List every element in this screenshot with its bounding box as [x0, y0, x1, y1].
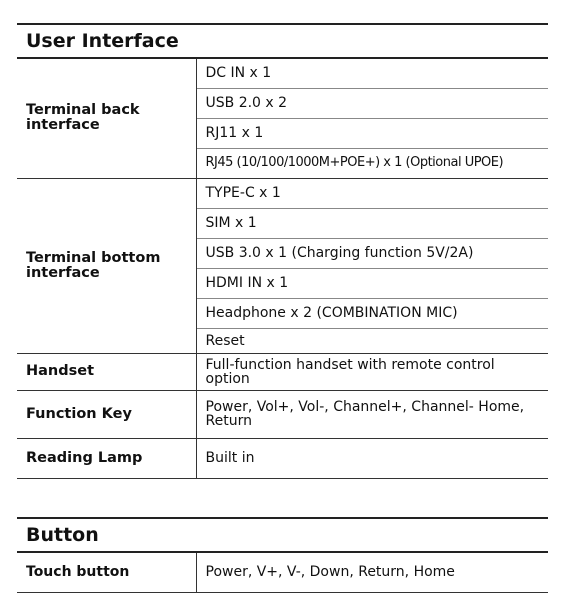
table-row [17, 438, 548, 478]
table-row [17, 353, 548, 390]
value-rj45: RJ45 (10/100/1000M+POE+) x 1 (Optional UPOE) [196, 148, 548, 178]
value-reading-lamp: Built in [196, 438, 548, 478]
row-label-terminal-back: Terminal back interface [17, 58, 196, 178]
table-row [17, 390, 548, 438]
value-type-c: TYPE-C x 1 [196, 178, 548, 208]
row-label-terminal-bottom: Terminal bottom interface [17, 178, 196, 353]
value-reset: Reset [196, 328, 548, 353]
value-touch-button: Power, V+, V-, Down, Return, Home [196, 552, 548, 592]
value-sim: SIM x 1 [196, 208, 548, 238]
section-title-button: Button [17, 518, 548, 552]
value-handset: Full-function handset with remote control option [196, 353, 548, 390]
table-row [17, 552, 548, 592]
value-function-key: Power, Vol+, Vol-, Channel+, Channel- Home, Return [196, 390, 548, 438]
value-headphone: Headphone x 2 (COMBINATION MIC) [196, 298, 548, 328]
table-row [17, 178, 548, 208]
value-usb-3: USB 3.0 x 1 (Charging function 5V/2A) [196, 238, 548, 268]
button-table [17, 517, 548, 593]
table-row [17, 58, 548, 88]
section-title-user-interface: User Interface [17, 24, 548, 58]
value-usb-2: USB 2.0 x 2 [196, 88, 548, 118]
value-dc-in: DC IN x 1 [196, 58, 548, 88]
row-label-reading-lamp: Reading Lamp [17, 438, 196, 478]
row-label-touch-button: Touch button [17, 552, 196, 592]
user-interface-table [17, 23, 548, 479]
row-label-handset: Handset [17, 353, 196, 390]
row-label-function-key: Function Key [17, 390, 196, 438]
value-hdmi-in: HDMI IN x 1 [196, 268, 548, 298]
value-rj11: RJ11 x 1 [196, 118, 548, 148]
